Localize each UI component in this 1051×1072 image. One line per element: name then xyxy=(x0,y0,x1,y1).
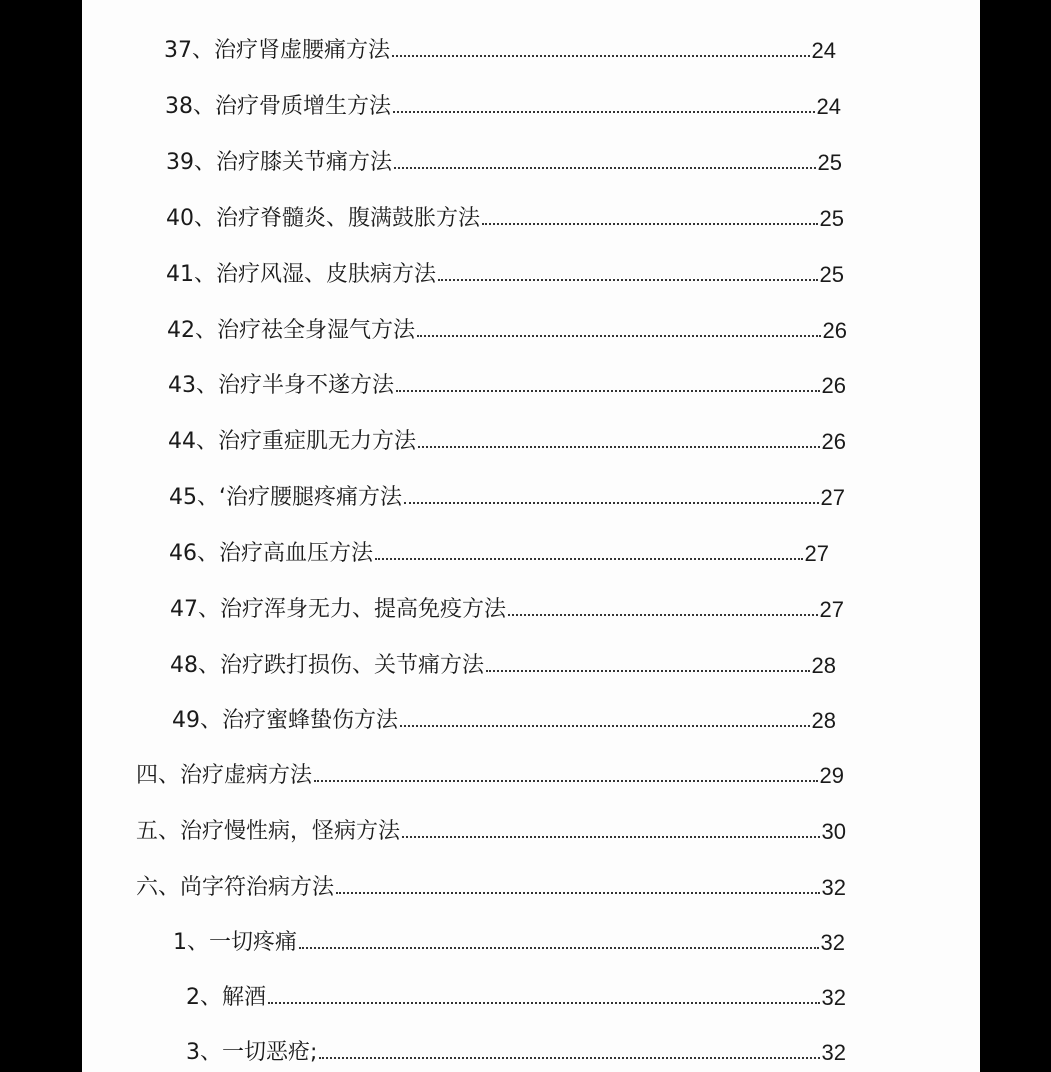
toc-entry-6-3[interactable] xyxy=(186,1030,846,1066)
toc-entry-40[interactable] xyxy=(166,196,844,232)
toc-entry-label: 43、治疗半身不遂方法 xyxy=(168,373,394,398)
toc-entry-label: 49、治疗蜜蜂蛰伤方法 xyxy=(172,708,398,733)
toc-entry-39[interactable] xyxy=(166,140,842,176)
toc-entry-6-1[interactable] xyxy=(173,920,845,956)
toc-entry-label: 五、治疗慢性病，怪病方法 xyxy=(136,819,401,844)
dot-leader xyxy=(268,1002,820,1004)
dot-leader xyxy=(394,167,816,169)
dot-leader xyxy=(319,1057,819,1059)
dot-leader xyxy=(314,780,818,782)
toc-entry-44[interactable] xyxy=(168,419,846,455)
toc-page-number: 30 xyxy=(821,819,846,844)
toc-entry-37[interactable] xyxy=(164,28,836,64)
toc-entry-label: 48、治疗跌打损伤、关节痛方法 xyxy=(170,653,484,678)
toc-entry-38[interactable] xyxy=(165,84,841,120)
dot-leader xyxy=(438,279,818,281)
toc-entry-label: 2、解酒 xyxy=(186,985,266,1010)
toc-entry-label: 42、治疗祛全身湿气方法 xyxy=(167,318,415,343)
dot-leader xyxy=(392,55,810,57)
dot-leader xyxy=(402,836,820,838)
toc-page-number: 32 xyxy=(820,930,845,955)
toc-entry-label: 1、一切疼痛 xyxy=(173,930,297,955)
dot-leader xyxy=(482,223,818,225)
dot-leader xyxy=(418,446,820,448)
toc-page-number: 27 xyxy=(804,541,829,566)
toc-entry-label: 39、治疗膝关节痛方法 xyxy=(166,150,392,175)
toc-entry-label: 47、治疗浑身无力、提高免疫方法 xyxy=(170,597,506,622)
dot-leader xyxy=(486,670,810,672)
toc-section-4[interactable] xyxy=(136,753,844,789)
toc-page-number: 25 xyxy=(819,262,844,287)
toc-entry-46[interactable] xyxy=(169,531,829,567)
toc-page-number: 26 xyxy=(821,373,846,398)
toc-page-number: 24 xyxy=(816,94,841,119)
toc-page-number: 32 xyxy=(821,875,846,900)
dot-leader xyxy=(404,502,819,504)
toc-entry-label: 44、治疗重症肌无力方法 xyxy=(168,429,416,454)
dot-leader xyxy=(417,335,821,337)
toc-entry-label: 40、治疗脊髓炎、腹满鼓胀方法 xyxy=(166,206,480,231)
toc-entry-49[interactable] xyxy=(172,698,836,734)
dot-leader xyxy=(393,111,815,113)
toc-entry-48[interactable] xyxy=(170,643,836,679)
toc-page-number: 25 xyxy=(819,206,844,231)
toc-page-number: 32 xyxy=(821,985,846,1010)
toc-page-number: 26 xyxy=(821,429,846,454)
toc-page-number: 28 xyxy=(811,708,836,733)
toc-entry-label: 37、治疗肾虚腰痛方法 xyxy=(164,38,390,63)
toc-entry-47[interactable] xyxy=(170,587,844,623)
toc-entry-label: 四、治疗虚病方法 xyxy=(136,763,313,788)
document-page xyxy=(82,0,980,1072)
toc-entry-41[interactable] xyxy=(166,252,844,288)
toc-page-number: 24 xyxy=(811,38,836,63)
dot-leader xyxy=(508,614,818,616)
toc-page-number: 32 xyxy=(821,1040,846,1065)
dot-leader xyxy=(375,558,803,560)
toc-page-number: 29 xyxy=(819,763,844,788)
toc-page-number: 28 xyxy=(811,653,836,678)
toc-entry-label: 3、一切恶疮; xyxy=(186,1040,318,1065)
dot-leader xyxy=(336,892,820,894)
toc-section-5[interactable] xyxy=(136,809,846,845)
toc-entry-label: 41、治疗风湿、皮肤病方法 xyxy=(166,262,436,287)
toc-entry-42[interactable] xyxy=(167,308,847,344)
toc-page-number: 27 xyxy=(820,485,845,510)
dot-leader xyxy=(299,947,819,949)
toc-entry-label: 38、治疗骨质增生方法 xyxy=(165,94,391,119)
toc-entry-45[interactable] xyxy=(169,475,845,511)
toc-page-number: 26 xyxy=(822,318,847,343)
dot-leader xyxy=(400,725,810,727)
toc-page-number: 25 xyxy=(817,150,842,175)
toc-section-6[interactable] xyxy=(136,865,846,901)
toc-entry-label: 45、‘治疗腰腿疼痛方法 xyxy=(169,485,402,510)
toc-page-number: 27 xyxy=(819,597,844,622)
dot-leader xyxy=(396,390,820,392)
toc-entry-label: 六、尚字符治病方法 xyxy=(136,875,335,900)
toc-entry-43[interactable] xyxy=(168,363,846,399)
toc-entry-label: 46、治疗高血压方法 xyxy=(169,541,373,566)
toc-entry-6-2[interactable] xyxy=(186,975,846,1011)
